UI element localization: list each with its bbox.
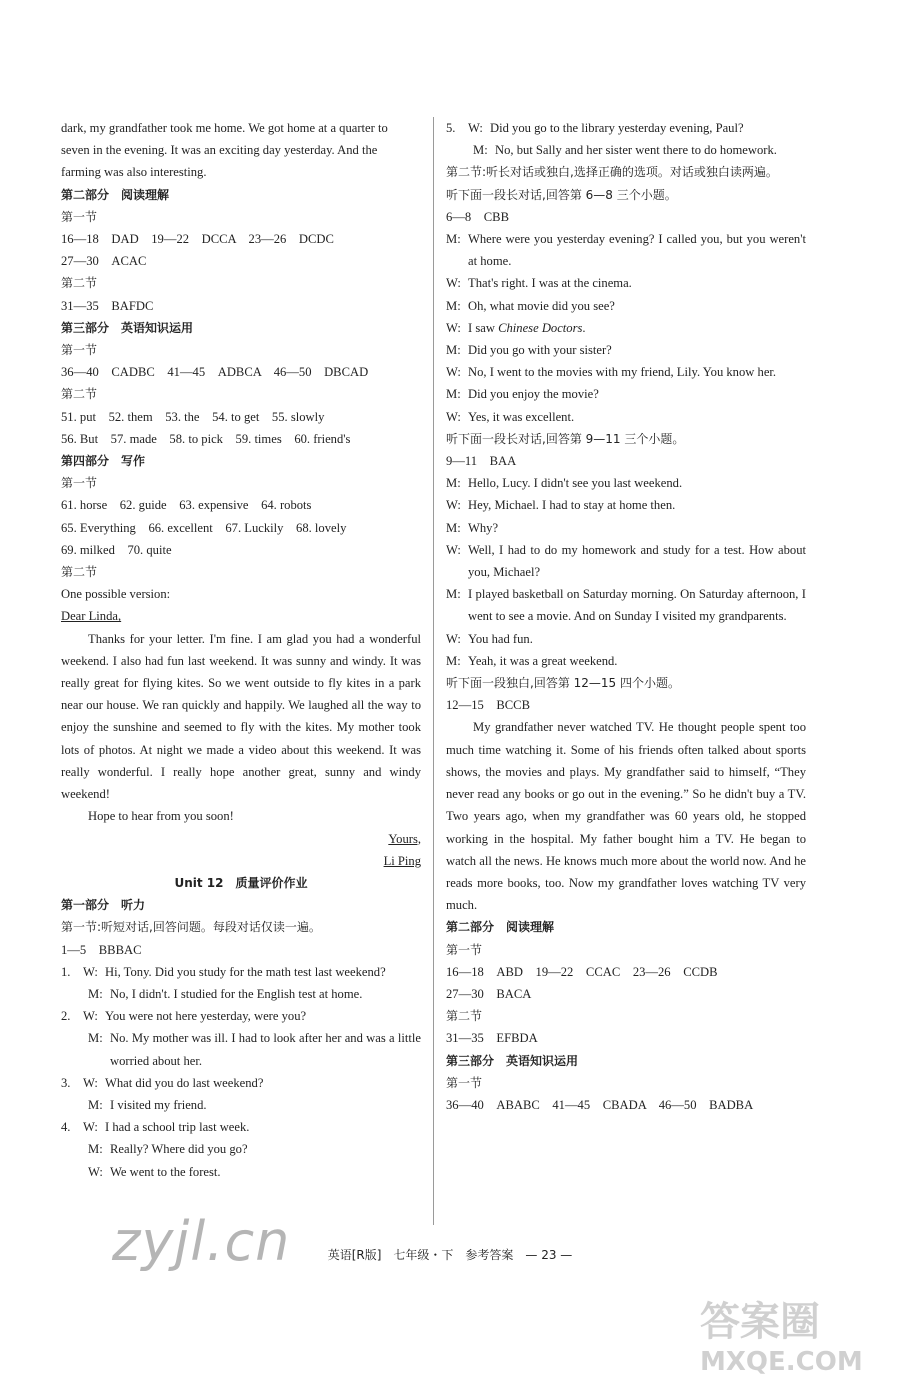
letter-sign-yours: Yours,: [388, 831, 421, 846]
speaker-label: W:: [446, 409, 461, 424]
dialog-2: [61, 1005, 421, 1072]
page-footer: 英语[R版] 七年级・下 参考答案 — 23 —: [327, 1248, 573, 1262]
speaker-label: M:: [446, 232, 461, 247]
speaker-label: M:: [446, 476, 461, 491]
subsection-label: 第二节: [61, 565, 98, 580]
text-line: dark, my grandfather took me home. We got home at a quarter to: [61, 121, 388, 135]
section-heading: 第三部分 英语知识运用: [446, 1053, 579, 1068]
subsection-label: 第二节: [61, 276, 98, 291]
subsection-label: 第一节: [446, 1075, 483, 1090]
speaker-label: M:: [88, 1097, 103, 1112]
speaker-label: M:: [446, 298, 461, 313]
listening-instruction: 第一节:听短对话,回答问题。每段对话仅读一遍。: [61, 920, 321, 935]
text-line: farming was also interesting.: [61, 165, 207, 180]
letter-body: Thanks for your letter. I'm fine. I am glad you had a wonderful weekend. I also had fun last weekend. It was sunny and windy. It was really great for flying kites. So we went outside to fly kites in a park near our house. We ran quickly and happily. We laughed all the way to enjoy the sunshine and seemed to fly with the kites. My mother took lots of photos. At night we made a video about this weekend. It was really wonderful. I really hope another great, sunny and windy weekend!: [61, 631, 421, 802]
section-heading: 第二部分 阅读理解: [61, 187, 170, 202]
watermark-zyjl: zyjl.cn: [112, 1210, 291, 1273]
dialog-1: [61, 961, 421, 1005]
answer-line: 65. Everything 66. excellent 67. Luckily 68. lovely: [61, 520, 347, 535]
speaker-label: W:: [446, 276, 461, 291]
dialog-text: Yes, it was excellent.: [468, 409, 575, 424]
watermark-mxqe: [700, 1290, 890, 1384]
dialog-text: Did you go with your sister?: [468, 343, 612, 358]
listening-instruction: 听下面一段独白,回答第 12—15 四个小题。: [446, 676, 680, 691]
watermark-mxqe-url: MXQE.COM: [700, 1347, 863, 1377]
conversation-1: [446, 228, 806, 428]
dialog-4: [61, 1116, 421, 1183]
conversation-2: [446, 472, 806, 672]
dialog-text: Well, I had to do my homework and study for a test. How about you, Michael?: [468, 542, 806, 580]
speaker-label: W:: [468, 121, 483, 135]
listening-instruction: 听下面一段长对话,回答第 9—11 三个小题。: [446, 431, 685, 446]
subsection-label: 第一节: [61, 476, 98, 491]
dialog-text: Oh, what movie did you see?: [468, 298, 615, 313]
dialog-text: .: [582, 320, 586, 335]
speaker-label: W:: [446, 631, 461, 646]
intro-text: [61, 117, 421, 184]
speaker-label: M:: [446, 343, 461, 358]
dialog-text: Hello, Lucy. I didn't see you last weekend.: [468, 476, 683, 491]
item-number: 1.: [61, 964, 71, 979]
speaker-label: M:: [446, 587, 461, 602]
watermark-mxqe-logo: 答案圈: [700, 1299, 820, 1345]
listening-instruction: 听下面一段长对话,回答第 6—8 三个小题。: [446, 187, 677, 202]
answer-line: 9—11 BAA: [446, 454, 517, 469]
answer-line: 31—35 BAFDC: [61, 298, 154, 313]
item-number: 4.: [61, 1120, 71, 1135]
dialog-text: Hi, Tony. Did you study for the math test last weekend?: [105, 964, 386, 979]
dialog-text: Why?: [468, 520, 499, 535]
answer-line: 36—40 ABABC 41—45 CBADA 46—50 BADBA: [446, 1097, 754, 1112]
section-heading: 第一部分 听力: [61, 898, 146, 913]
subsection-label: 第一节: [446, 942, 483, 957]
answer-line: 31—35 EFBDA: [446, 1031, 538, 1046]
dialog-text: No. My mother was ill. I had to look after her and was a little worried about her.: [110, 1031, 421, 1068]
letter-salutation: Dear Linda,: [61, 609, 122, 624]
answer-line: 27—30 ACAC: [61, 254, 147, 269]
dialog-text: Did you go to the library yesterday evening, Paul?: [490, 121, 744, 135]
speaker-label: W:: [446, 365, 461, 380]
subsection-label: 第一节: [61, 209, 98, 224]
right-column: [446, 117, 806, 1116]
section-heading: 第三部分 英语知识运用: [61, 320, 194, 335]
dialog-text: No, I didn't. I studied for the English test at home.: [110, 986, 363, 1001]
dialog-text: I had a school trip last week.: [105, 1120, 250, 1135]
answer-line: 61. horse 62. guide 63. expensive 64. robots: [61, 498, 312, 513]
answer-line: 12—15 BCCB: [446, 698, 530, 713]
speaker-label: M:: [88, 986, 103, 1001]
speaker-label: W:: [446, 498, 461, 513]
item-number: 3.: [61, 1075, 71, 1090]
subsection-label: 第二节: [61, 387, 98, 402]
speaker-label: M:: [473, 143, 488, 158]
section-heading: 第四部分 写作: [61, 454, 146, 469]
listening-instruction: 第二节:听长对话或独白,选择正确的选项。对话或独白读两遍。: [446, 165, 778, 180]
speaker-label: W:: [446, 320, 461, 335]
letter-closing: Hope to hear from you soon!: [88, 809, 234, 824]
dialog-text: We went to the forest.: [110, 1164, 221, 1179]
letter-sign-name: Li Ping: [383, 853, 421, 868]
left-column: [61, 117, 421, 1183]
dialog-text: That's right. I was at the cinema.: [468, 276, 632, 291]
dialog-text: Yeah, it was a great weekend.: [468, 653, 618, 668]
column-divider: [433, 117, 434, 1225]
speaker-label: W:: [83, 1120, 98, 1135]
answer-line: 27—30 BACA: [446, 986, 532, 1001]
monologue-text: My grandfather never watched TV. He thought people spent too much time watching it. Some of his friends often talked about sports shows, the movies and plays. My grandfather said to himself, “They never read any books or go out in the evening.” So he didn't buy a TV. Two years ago, when my grandfather was 60 years old, he stopped working in the hospital. My father bought him a TV. He began to watch all the news. He knows much more about the world now. And he reads more books, too. Now my grandfather loves watching TV very much.: [446, 720, 806, 913]
subsection-label: 第一节: [61, 343, 98, 358]
version-label: One possible version:: [61, 587, 171, 602]
speaker-label: W:: [83, 964, 98, 979]
speaker-label: W:: [446, 542, 461, 557]
speaker-label: M:: [88, 1031, 103, 1046]
dialog-text: You were not here yesterday, were you?: [105, 1009, 307, 1024]
section-heading: 第二部分 阅读理解: [446, 920, 555, 935]
speaker-label: M:: [446, 520, 461, 535]
answer-line: 6—8 CBB: [446, 209, 509, 224]
speaker-label: W:: [88, 1164, 103, 1179]
item-number: 2.: [61, 1009, 71, 1024]
dialog-text: I saw: [468, 320, 495, 335]
dialog-text: What did you do last weekend?: [105, 1075, 264, 1090]
movie-title: Chinese Doctors: [498, 320, 583, 335]
answer-line: 56. But 57. made 58. to pick 59. times 60. friend's: [61, 431, 351, 446]
answer-line: 1—5 BBBAC: [61, 942, 142, 957]
dialog-text: No, but Sally and her sister went there to do homework.: [495, 143, 777, 158]
subsection-label: 第二节: [446, 1009, 483, 1024]
item-number: 5.: [446, 121, 456, 135]
dialog-text: No, I went to the movies with my friend, Lily. You know her.: [468, 365, 777, 380]
answer-line: 16—18 DAD 19—22 DCCA 23—26 DCDC: [61, 232, 334, 247]
unit-title: Unit 12 质量评价作业: [174, 875, 308, 890]
dialog-text: Did you enjoy the movie?: [468, 387, 599, 402]
speaker-label: W:: [83, 1009, 98, 1024]
answer-line: 51. put 52. them 53. the 54. to get 55. slowly: [61, 409, 325, 424]
speaker-label: M:: [446, 387, 461, 402]
dialog-text: Where were you yesterday evening? I called you, but you weren't at home.: [468, 232, 806, 269]
dialog-3: [61, 1072, 421, 1116]
dialog-text: Really? Where did you go?: [110, 1142, 248, 1157]
dialog-text: I visited my friend.: [110, 1097, 207, 1112]
dialog-text: Hey, Michael. I had to stay at home then.: [468, 498, 676, 513]
dialog-text: You had fun.: [468, 631, 533, 646]
speaker-label: M:: [446, 653, 461, 668]
answer-line: 36—40 CADBC 41—45 ADBCA 46—50 DBCAD: [61, 365, 369, 380]
dialog-5: [446, 117, 806, 161]
dialog-text: I played basketball on Saturday morning. On Saturday afternoon, I went to see a movie. And on Sunday I visited my grandparents.: [468, 587, 806, 624]
answer-line: 69. milked 70. quite: [61, 542, 172, 557]
speaker-label: M:: [88, 1142, 103, 1157]
answer-line: 16—18 ABD 19—22 CCAC 23—26 CCDB: [446, 964, 718, 979]
speaker-label: W:: [83, 1075, 98, 1090]
text-line: seven in the evening. It was an exciting day yesterday. And the: [61, 143, 378, 158]
